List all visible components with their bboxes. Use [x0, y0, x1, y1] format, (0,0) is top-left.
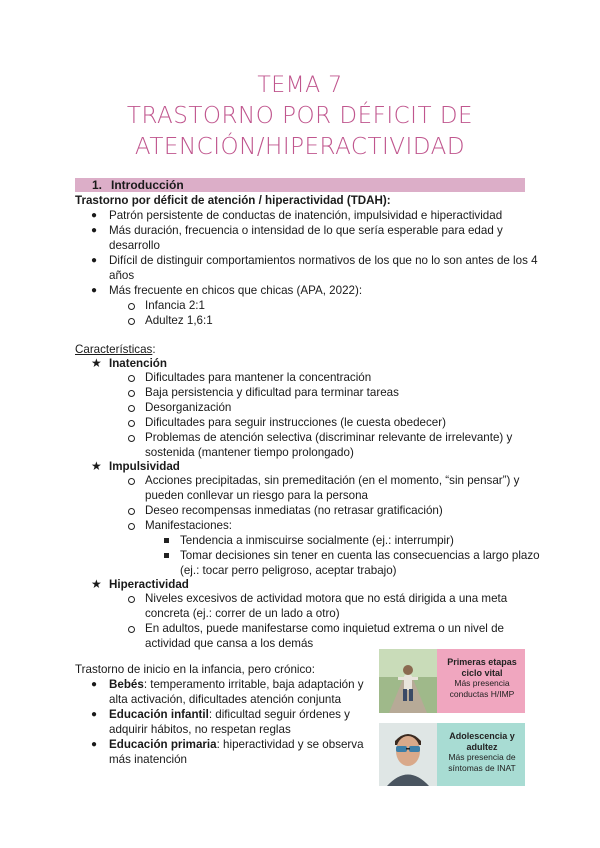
impulsividad-item: Manifestaciones:	[145, 519, 232, 532]
circle-bullet-icon	[128, 508, 135, 515]
inatencion-item: Desorganización	[145, 401, 232, 414]
impulsividad-item: Deseo recompensas inmediatas (no retrasar gratificación)	[145, 504, 443, 517]
card1-heading: ciclo vital	[461, 667, 503, 678]
bullet-icon: ●	[91, 709, 98, 720]
square-bullet-icon	[164, 538, 169, 543]
etapa-text: : temperamento irritable, baja adaptación y	[143, 678, 364, 691]
card1-text: conductas H/IMP	[449, 688, 515, 699]
title-line-2: TRASTORNO POR DÉFICIT DE	[126, 103, 474, 129]
etapa-item	[109, 677, 364, 692]
circle-bullet-icon	[128, 318, 135, 325]
caracteristicas-colon: :	[152, 343, 156, 356]
intro-bullet: Difícil de distinguir comportamientos normativos de los que no lo son antes de los 4	[109, 254, 538, 267]
impulsividad-item: Acciones precipitadas, sin premeditación (en el momento, “sin pensar”) y	[145, 474, 520, 487]
etapa-text: : hiperactividad y se observa	[216, 738, 364, 751]
intro-bullet-cont: desarrollo	[109, 239, 160, 252]
intro-bullet: Más duración, frecuencia o intensidad de lo que sería esperable para edad y	[109, 224, 503, 237]
impulsividad-sub-cont: (ej.: tocar perro peligroso, aceptar trabajo)	[180, 564, 397, 577]
circle-bullet-icon	[128, 523, 135, 530]
hiperactividad-item: Niveles excesivos de actividad motora que no está dirigida a una meta	[145, 592, 508, 605]
caracteristicas-label: Características	[75, 343, 153, 356]
circle-bullet-icon	[128, 626, 135, 633]
inatencion-item: Dificultades para seguir instrucciones (le cuesta obedecer)	[145, 416, 446, 429]
etapa-label: Educación infantil	[109, 708, 209, 721]
bullet-icon: ●	[91, 739, 98, 750]
card2-text: síntomas de INAT	[448, 762, 516, 773]
man-sunglasses-photo	[379, 723, 437, 786]
circle-bullet-icon	[128, 303, 135, 310]
impulsividad-sub: Tomar decisiones sin tener en cuenta las consecuencias a largo plazo	[180, 549, 540, 562]
impulsividad-label: Impulsividad	[109, 460, 180, 473]
inatencion-item: Baja persistencia y dificultad para terminar tareas	[145, 386, 399, 399]
circle-bullet-icon	[128, 375, 135, 382]
card2-heading: Adolescencia y	[449, 731, 515, 741]
bullet-icon: ●	[91, 679, 98, 690]
card1-heading: Primeras etapas	[447, 657, 517, 667]
star-icon: ★	[91, 459, 102, 473]
card-adolescencia	[379, 723, 525, 786]
title-line-3: ATENCIÓN/HIPERACTIVIDAD	[134, 134, 466, 160]
impulsividad-sub: Tendencia a inmiscuirse socialmente (ej.: interrumpir)	[180, 534, 454, 547]
circle-bullet-icon	[128, 478, 135, 485]
bullet-icon: ●	[91, 285, 98, 296]
hiperactividad-item-cont: concreta (ej.: correr de un lado a otro)	[145, 607, 340, 620]
etapa-text-cont: adquirir hábitos, no respetan reglas	[109, 723, 291, 736]
section-number: 1.	[92, 178, 103, 192]
section-title: Introducción	[111, 178, 184, 192]
inatencion-label: Inatención	[109, 357, 167, 370]
etapa-label: Bebés	[109, 678, 144, 691]
card-primeras-etapas	[379, 649, 525, 713]
hiperactividad-item-cont: actividad que cansa a los demás	[145, 637, 314, 650]
circle-bullet-icon	[128, 405, 135, 412]
inatencion-item: Problemas de atención selectiva (discriminar relevante de irrelevante) y	[145, 431, 513, 444]
intro-bullet: Más frecuente en chicos que chicas (APA, 2022):	[109, 284, 363, 297]
intro-bullet-cont: años	[109, 269, 135, 282]
caracteristicas-heading	[75, 342, 156, 357]
bullet-icon: ●	[91, 255, 98, 266]
etapa-text-cont: más inatención	[109, 753, 187, 766]
star-icon: ★	[91, 577, 102, 591]
tdah-heading: Trastorno por déficit de atención / hiperactividad (TDAH):	[75, 194, 391, 207]
impulsividad-item-cont: pueden conllevar un riesgo para la persona	[145, 489, 369, 502]
hiperactividad-label: Hiperactividad	[109, 578, 189, 591]
inicio-text: Trastorno de inicio en la infancia, pero crónico:	[75, 663, 315, 676]
child-running-photo	[379, 649, 437, 713]
inatencion-item: Dificultades para mantener la concentración	[145, 371, 372, 384]
bullet-icon: ●	[91, 225, 98, 236]
hiperactividad-item: En adultos, puede manifestarse como inquietud extrema o un nivel de	[145, 622, 504, 635]
circle-bullet-icon	[128, 390, 135, 397]
inatencion-item-cont: sostenida (mantener tiempo prolongado)	[145, 446, 354, 459]
ratio-item: Infancia 2:1	[145, 299, 205, 312]
title-line-1: TEMA 7	[257, 73, 343, 98]
etapa-item	[109, 737, 364, 752]
bullet-icon: ●	[91, 210, 98, 221]
square-bullet-icon	[164, 553, 169, 558]
etapa-label: Educación primaria	[109, 738, 217, 751]
card2-heading: adultez	[466, 741, 498, 752]
circle-bullet-icon	[128, 420, 135, 427]
circle-bullet-icon	[128, 596, 135, 603]
circle-bullet-icon	[128, 435, 135, 442]
etapa-item	[109, 707, 350, 722]
ratio-item: Adultez 1,6:1	[145, 314, 213, 327]
star-icon: ★	[91, 356, 102, 370]
etapa-text: : dificultad seguir órdenes y	[208, 708, 350, 721]
card1-text: Más presencia	[454, 678, 510, 688]
intro-bullet: Patrón persistente de conductas de inatención, impulsividad e hiperactividad	[109, 209, 503, 222]
etapa-text-cont: alta activación, dificultades atención conjunta	[109, 693, 342, 706]
card2-text: Más presencia de	[448, 752, 516, 762]
